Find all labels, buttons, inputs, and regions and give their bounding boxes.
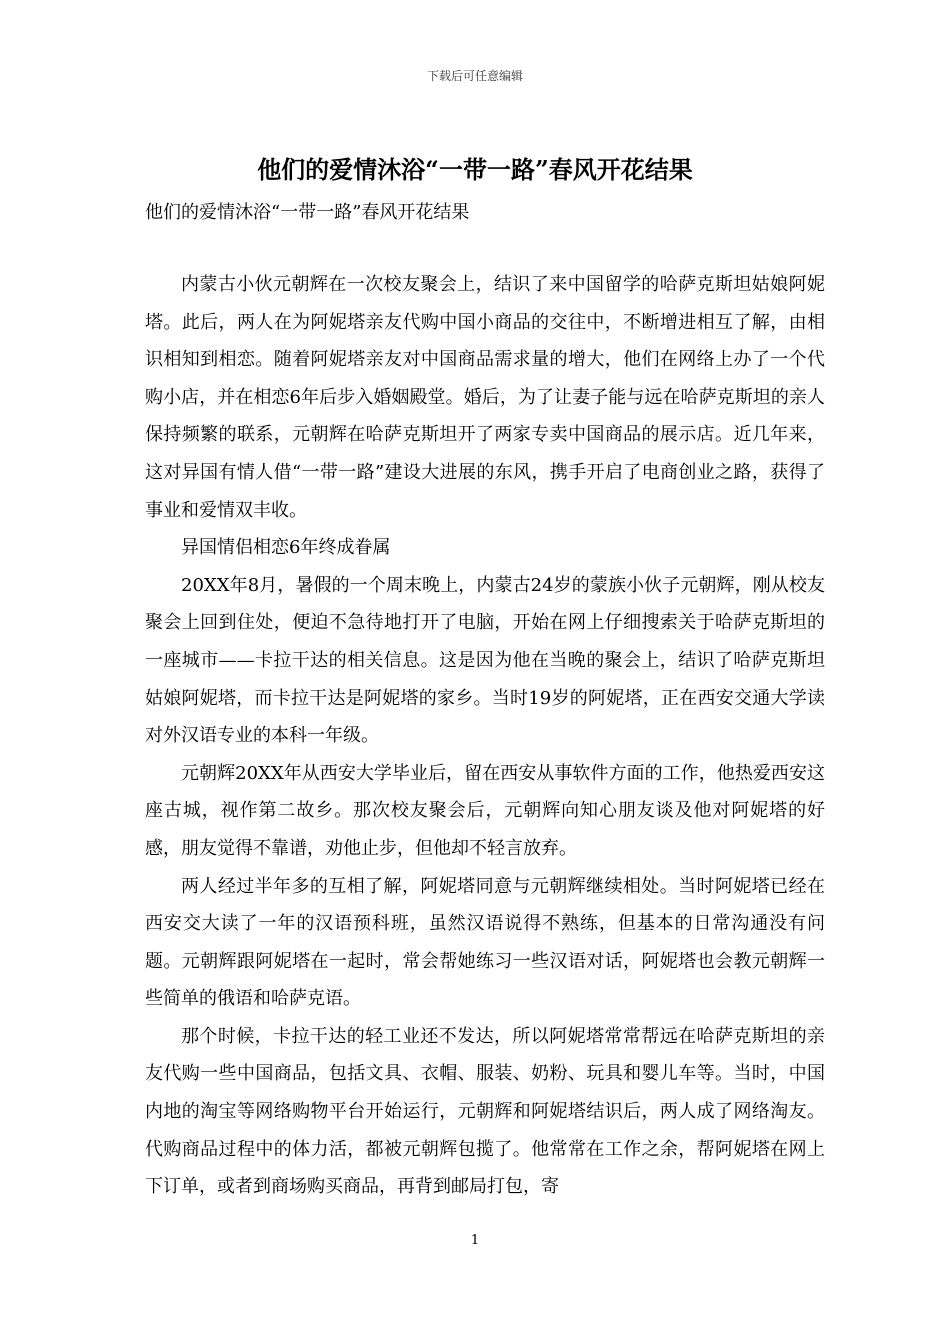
document-body — [145, 266, 825, 1206]
header-note: 下载后可任意编辑 — [426, 69, 523, 83]
paragraph: 20XX年8月，暑假的一个周末晚上，内蒙古24岁的蒙族小伙子元朝辉，刚从校友聚会上回到住处，便迫不急待地打开了电脑，开始在网上仔细搜索关于哈萨克斯坦的一座城市——卡拉干达的相关信息。这是因为他在当晚的聚会上，结识了哈萨克斯坦姑娘阿妮塔，而卡拉干达是阿妮塔的家乡。当时19岁的阿妮塔，正在西安交通大学读对外汉语专业的本科一年级。 — [145, 574, 825, 747]
document-title: 他们的爱情沐浴“一带一路”春风开花结果 — [257, 155, 693, 184]
section-heading: 异国情侣相恋6年终成眷属 — [181, 537, 391, 559]
page-number: 1 — [470, 1233, 480, 1248]
paragraph: 两人经过半年多的互相了解，阿妮塔同意与元朝辉继续相处。当时阿妮塔已经在西安交大读了一年的汉语预科班，虽然汉语说得不熟练，但基本的日常沟通没有问题。元朝辉跟阿妮塔在一起时，常会帮她练习一些汉语对话，阿妮塔也会教元朝辉一些简单的俄语和哈萨克语。 — [145, 875, 825, 1010]
document-subtitle: 他们的爱情沐浴“一带一路”春风开花结果 — [145, 202, 470, 223]
paragraph: 那个时候，卡拉干达的轻工业还不发达，所以阿妮塔常常帮远在哈萨克斯坦的亲友代购一些中国商品，包括文具、衣帽、服装、奶粉、玩具和婴儿车等。当时，中国内地的淘宝等网络购物平台开始运行，元朝辉和阿妮塔结识后，两人成了网络淘友。代购商品过程中的体力活，都被元朝辉包揽了。他常常在工作之余，帮阿妮塔在网上下订单，或者到商场购买商品，再背到邮局打包，寄 — [145, 1025, 825, 1198]
paragraph-intro: 内蒙古小伙元朝辉在一次校友聚会上，结识了来中国留学的哈萨克斯坦姑娘阿妮塔。此后，两人在为阿妮塔亲友代购中国小商品的交往中，不断增进相互了解，由相识相知到相恋。随着阿妮塔亲友对中国商品需求量的增大，他们在网络上办了一个代购小店，并在相恋6年后步入婚姻殿堂。婚后，为了让妻子能与远在哈萨克斯坦的亲人保持频繁的联系，元朝辉在哈萨克斯坦开了两家专卖中国商品的展示店。近几年来，这对异国有情人借“一带一路”建设大进展的东风，携手开启了电商创业之路，获得了事业和爱情双丰收。 — [145, 274, 825, 521]
paragraph: 元朝辉20XX年从西安大学毕业后，留在西安从事软件方面的工作，他热爱西安这座古城，视作第二故乡。那次校友聚会后，元朝辉向知心朋友谈及他对阿妮塔的好感，朋友觉得不靠谱，劝他止步，但他却不轻言放弃。 — [145, 762, 825, 859]
